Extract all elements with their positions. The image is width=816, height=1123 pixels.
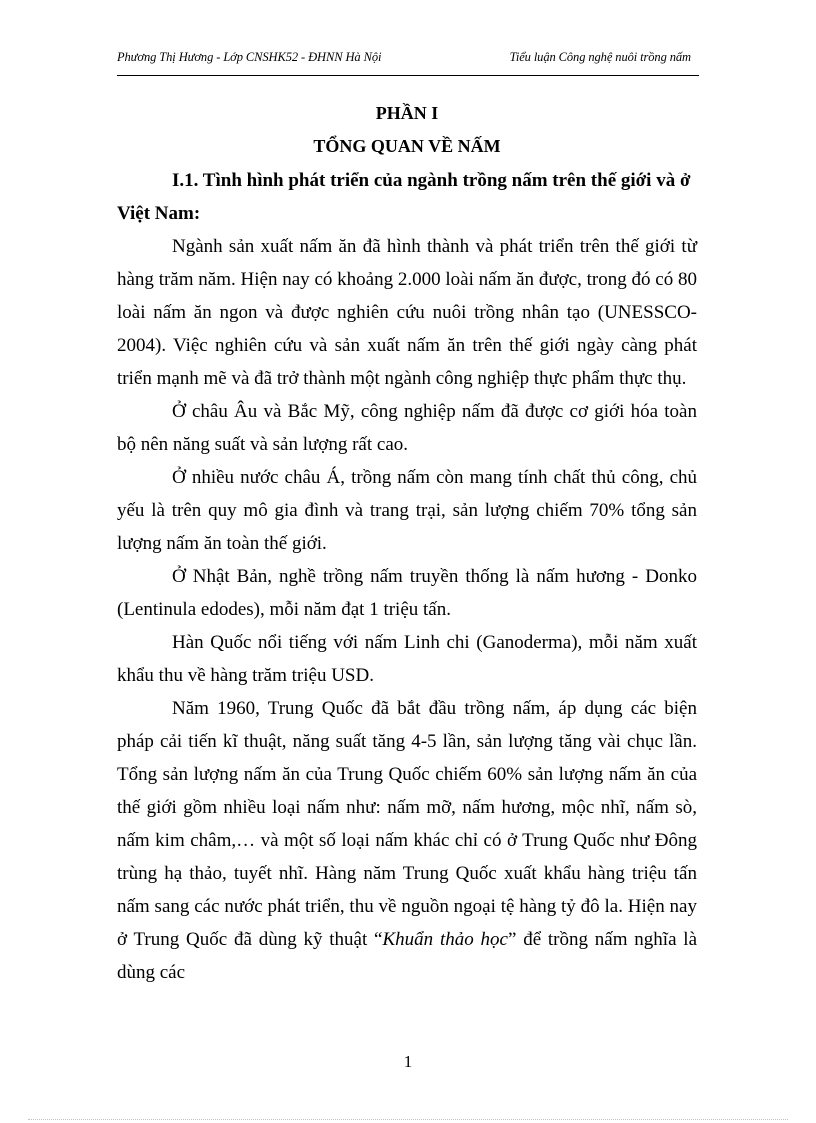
paragraph-1: Ngành sản xuất nấm ăn đã hình thành và phát triển trên thế giới từ hàng trăm năm. Hiện nay có khoảng 2.000 loài nấm ăn được, trong đó có 80 loài nấm ăn ngon và được nghiên cứu nuôi trồng nhân tạo (UNESSCO-2004). Việc nghiên cứu và sản xuất nấm ăn trên thế giới ngày càng phát triển mạnh mẽ và đã trở thành một ngành công nghiệp thực phẩm thực thụ. <box>117 236 697 389</box>
part-title: PHẦN I <box>375 103 439 123</box>
page-number: 1 <box>403 1052 413 1071</box>
subsection-title: I.1. Tình hình phát triển của ngành trồng nấm trên thế giới và ở Việt Nam: <box>117 170 691 224</box>
header-rule <box>117 75 699 76</box>
page-header <box>117 50 699 72</box>
page-bottom-rule <box>28 1119 788 1120</box>
paragraph-6 <box>117 692 697 989</box>
paragraph-2: Ở châu Âu và Bắc Mỹ, công nghiệp nấm đã được cơ giới hóa toàn bộ nên năng suất và sản lượng rất cao. <box>117 401 697 455</box>
paragraph-5: Hàn Quốc nổi tiếng với nấm Linh chi (Ganoderma), mỗi năm xuất khẩu thu về hàng trăm triệu USD. <box>117 632 697 686</box>
paragraph-3: Ở nhiều nước châu Á, trồng nấm còn mang tính chất thủ công, chủ yếu là trên quy mô gia đình và trang trại, sản lượng chiếm 70% tổng sản lượng nấm ăn toàn thế giới. <box>117 467 697 554</box>
paragraph-4: Ở Nhật Bản, nghề trồng nấm truyền thống là nấm hương - Donko (Lentinula edodes), mỗi năm đạt 1 triệu tấn. <box>117 566 697 620</box>
header-author: Phương Thị Hương - Lớp CNSHK52 - ĐHNN Hà Nội <box>117 50 382 64</box>
page-body <box>117 97 697 989</box>
header-title: Tiểu luận Công nghệ nuôi trồng nấm <box>509 50 691 64</box>
paragraph-6-text-end: ” để trồng nấm nghĩa là dùng các <box>117 929 698 983</box>
paragraph-6-text-start: Năm 1960, Trung Quốc đã bắt đầu trồng nấm, áp dụng các biện pháp cải tiến kĩ thuật, năng suất tăng 4-5 lần, sản lượng tăng vài chục lần. Tổng sản lượng nấm ăn của Trung Quốc chiếm 60% sản lượng nấm ăn của thế giới gồm nhiều loại nấm như: nấm mỡ, nấm hương, mộc nhĩ, nấm sò, nấm kim châm,… và một số loại nấm khác chỉ có ở Trung Quốc như Đông trùng hạ thảo, tuyết nhĩ. Hàng năm Trung Quốc xuất khẩu hàng triệu tấn nấm sang các nước phát triển, thu về nguồn ngoại tệ hàng tỷ đô la. Hiện nay ở Trung Quốc đã dùng kỹ thuật “ <box>117 698 697 950</box>
section-title: TỔNG QUAN VỀ NẤM <box>313 136 501 156</box>
paragraph-6-italic-term: Khuẩn thảo học <box>382 929 508 950</box>
